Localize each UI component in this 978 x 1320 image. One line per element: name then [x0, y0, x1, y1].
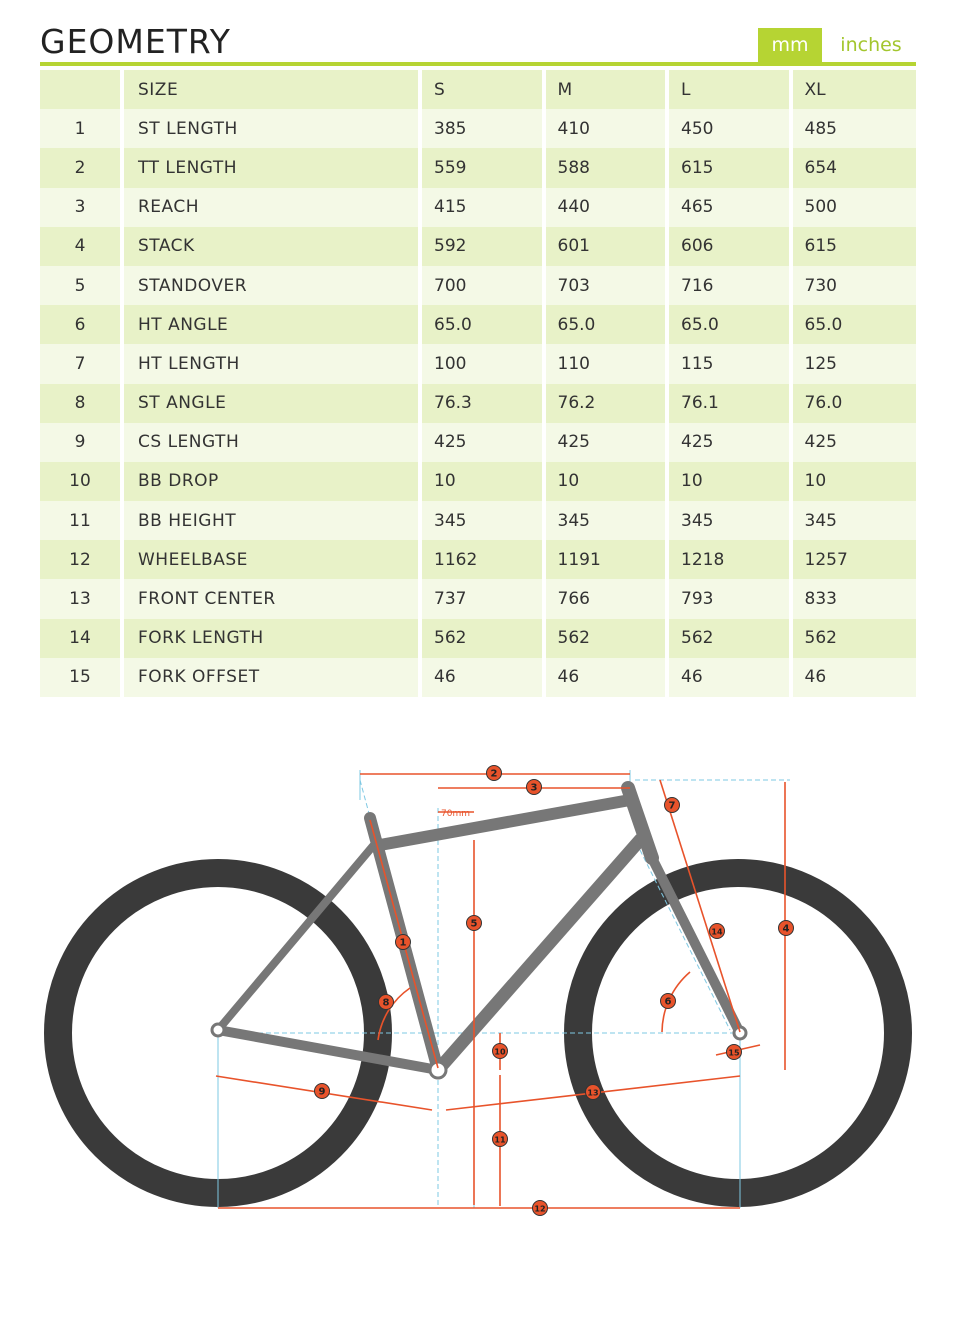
row-value: 65.0 [793, 305, 917, 344]
row-value: 10 [793, 462, 917, 501]
table-row [40, 266, 916, 305]
row-value: 415 [422, 188, 546, 227]
column-header-number [40, 70, 124, 109]
row-value: 1218 [669, 540, 793, 579]
offset-label: 70mm [441, 809, 470, 819]
marker-9 [315, 1084, 330, 1099]
marker-label: 1 [399, 937, 407, 949]
row-value: 76.0 [793, 384, 917, 423]
row-measurement-name: WHEELBASE [124, 540, 422, 579]
row-measurement-name: FORK OFFSET [124, 658, 422, 697]
row-value: 716 [669, 266, 793, 305]
row-number: 4 [40, 227, 124, 266]
row-value: 588 [546, 148, 670, 187]
row-value: 833 [793, 579, 917, 618]
row-number: 10 [40, 462, 124, 501]
row-measurement-name: STANDOVER [124, 266, 422, 305]
row-number: 13 [40, 579, 124, 618]
chainstay [218, 1030, 438, 1070]
unit-toggle-mm[interactable]: mm [758, 28, 822, 62]
row-number: 9 [40, 423, 124, 462]
row-value: 46 [422, 658, 546, 697]
marker-8 [379, 995, 394, 1010]
row-value: 730 [793, 266, 917, 305]
table-row [40, 462, 916, 501]
row-value: 410 [546, 109, 670, 148]
bottom-bracket [430, 1062, 446, 1078]
row-value: 1162 [422, 540, 546, 579]
row-measurement-name: ST ANGLE [124, 384, 422, 423]
row-value: 1257 [793, 540, 917, 579]
page-title: GEOMETRY [40, 22, 231, 61]
table-row [40, 344, 916, 383]
marker-label: 10 [494, 1047, 506, 1057]
row-number: 3 [40, 188, 124, 227]
row-value: 65.0 [669, 305, 793, 344]
column-header-m: M [546, 70, 670, 109]
row-value: 700 [422, 266, 546, 305]
row-measurement-name: FRONT CENTER [124, 579, 422, 618]
table-row [40, 579, 916, 618]
marker-13 [586, 1085, 601, 1100]
row-number: 2 [40, 148, 124, 187]
marker-4 [779, 921, 794, 936]
table-row [40, 227, 916, 266]
row-measurement-name: BB DROP [124, 462, 422, 501]
table-row [40, 188, 916, 227]
front-axle [734, 1027, 746, 1039]
top-tube [380, 800, 630, 845]
table-row [40, 619, 916, 658]
table-row [40, 540, 916, 579]
row-value: 65.0 [546, 305, 670, 344]
row-value: 10 [422, 462, 546, 501]
row-value: 76.3 [422, 384, 546, 423]
row-value: 592 [422, 227, 546, 266]
row-measurement-name: HT LENGTH [124, 344, 422, 383]
row-number: 5 [40, 266, 124, 305]
marker-label: 11 [494, 1135, 506, 1145]
row-value: 562 [669, 619, 793, 658]
table-header-row [40, 70, 916, 109]
row-value: 654 [793, 148, 917, 187]
row-value: 766 [546, 579, 670, 618]
row-value: 425 [793, 423, 917, 462]
row-measurement-name: BB HEIGHT [124, 501, 422, 540]
row-value: 345 [793, 501, 917, 540]
row-value: 500 [793, 188, 917, 227]
marker-3 [527, 780, 542, 795]
row-value: 46 [793, 658, 917, 697]
row-measurement-name: STACK [124, 227, 422, 266]
table-row [40, 501, 916, 540]
row-value: 100 [422, 344, 546, 383]
column-header-s: S [422, 70, 546, 109]
row-value: 125 [793, 344, 917, 383]
bike-geometry-diagram [0, 740, 978, 1300]
row-value: 465 [669, 188, 793, 227]
row-number: 7 [40, 344, 124, 383]
marker-7 [665, 798, 680, 813]
row-number: 6 [40, 305, 124, 344]
row-value: 10 [669, 462, 793, 501]
row-value: 703 [546, 266, 670, 305]
page-header [40, 18, 916, 64]
rear-axle [212, 1024, 224, 1036]
marker-label: 6 [664, 996, 672, 1008]
row-value: 385 [422, 109, 546, 148]
column-header-l: L [669, 70, 793, 109]
table-row [40, 148, 916, 187]
row-value: 737 [422, 579, 546, 618]
row-value: 615 [669, 148, 793, 187]
row-value: 440 [546, 188, 670, 227]
marker-label: 13 [587, 1088, 599, 1098]
geometry-table [40, 70, 916, 697]
row-value: 46 [669, 658, 793, 697]
row-value: 76.2 [546, 384, 670, 423]
table-row [40, 384, 916, 423]
row-value: 601 [546, 227, 670, 266]
row-value: 425 [546, 423, 670, 462]
row-value: 606 [669, 227, 793, 266]
row-value: 615 [793, 227, 917, 266]
table-row [40, 423, 916, 462]
marker-12 [533, 1201, 548, 1216]
row-value: 345 [422, 501, 546, 540]
marker-10 [493, 1044, 508, 1059]
column-header-size: SIZE [124, 70, 422, 109]
row-value: 562 [546, 619, 670, 658]
row-number: 8 [40, 384, 124, 423]
marker-14 [710, 924, 725, 939]
row-measurement-name: FORK LENGTH [124, 619, 422, 658]
row-number: 11 [40, 501, 124, 540]
row-measurement-name: CS LENGTH [124, 423, 422, 462]
row-value: 345 [546, 501, 670, 540]
row-value: 115 [669, 344, 793, 383]
unit-toggle-inches[interactable]: inches [840, 34, 902, 56]
marker-label: 9 [318, 1086, 326, 1098]
marker-5 [467, 916, 482, 931]
row-value: 46 [546, 658, 670, 697]
row-value: 485 [793, 109, 917, 148]
row-value: 559 [422, 148, 546, 187]
row-number: 15 [40, 658, 124, 697]
bike-diagram-svg [0, 740, 978, 1300]
table-row [40, 658, 916, 697]
marker-label: 8 [382, 997, 390, 1009]
row-value: 793 [669, 579, 793, 618]
marker-15 [727, 1045, 742, 1060]
marker-label: 5 [470, 918, 478, 930]
table-row [40, 305, 916, 344]
row-value: 1191 [546, 540, 670, 579]
column-header-xl: XL [793, 70, 917, 109]
marker-1 [396, 935, 411, 950]
marker-label: 3 [530, 782, 538, 794]
marker-label: 12 [534, 1204, 546, 1214]
row-value: 345 [669, 501, 793, 540]
marker-label: 7 [668, 800, 676, 812]
row-value: 425 [669, 423, 793, 462]
row-measurement-name: ST LENGTH [124, 109, 422, 148]
marker-11 [493, 1132, 508, 1147]
row-value: 562 [793, 619, 917, 658]
marker-label: 4 [782, 923, 790, 935]
row-measurement-name: REACH [124, 188, 422, 227]
row-value: 65.0 [422, 305, 546, 344]
row-value: 76.1 [669, 384, 793, 423]
table-row [40, 109, 916, 148]
marker-label: 14 [711, 927, 723, 937]
solid-guide-lines [218, 770, 740, 1208]
row-value: 562 [422, 619, 546, 658]
marker-2 [487, 766, 502, 781]
row-measurement-name: HT ANGLE [124, 305, 422, 344]
marker-label: 2 [490, 768, 498, 780]
row-value: 110 [546, 344, 670, 383]
row-value: 425 [422, 423, 546, 462]
row-number: 12 [40, 540, 124, 579]
row-number: 1 [40, 109, 124, 148]
header-divider [40, 62, 916, 66]
row-measurement-name: TT LENGTH [124, 148, 422, 187]
row-value: 10 [546, 462, 670, 501]
marker-label: 15 [728, 1048, 740, 1058]
marker-6 [661, 994, 676, 1009]
row-number: 14 [40, 619, 124, 658]
row-value: 450 [669, 109, 793, 148]
